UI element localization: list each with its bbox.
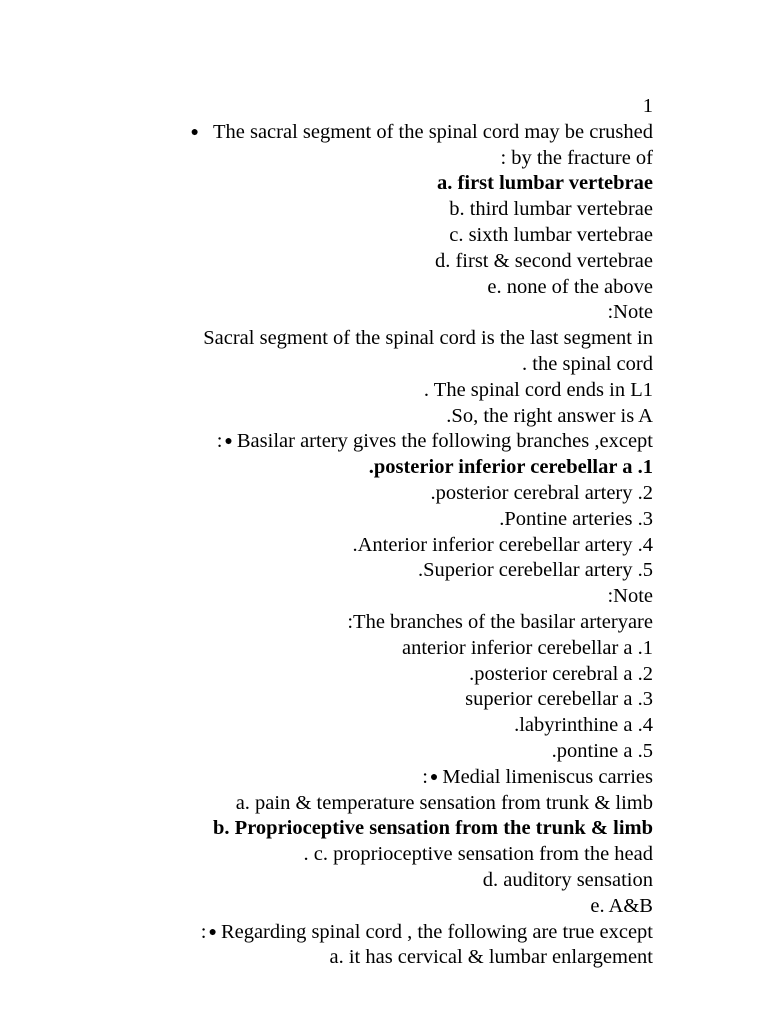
question-2-option-4: .Anterior inferior cerebellar artery .4	[352, 533, 653, 556]
question-1-option-d: d. first & second vertebrae	[434, 249, 653, 272]
question-3-option-e: e. A&B	[590, 894, 653, 917]
question-3-prefix: :	[422, 765, 428, 788]
question-2-stem	[93, 429, 653, 455]
bullet-icon: ●	[190, 124, 199, 140]
bullet-icon: ●	[224, 434, 233, 450]
question-1-stem	[93, 120, 653, 146]
question-2-option-5: .Superior cerebellar artery .5	[417, 559, 653, 582]
question-1-option-e: e. none of the above	[487, 275, 653, 298]
page-number: 1	[642, 95, 653, 117]
question-2-note-line: .posterior cerebral a .2	[469, 662, 653, 685]
question-4-prefix: :	[200, 920, 207, 943]
question-2-note-label: :Note	[607, 585, 653, 608]
bullet-icon: ●	[429, 769, 439, 785]
question-2-option-1-answer: .posterior inferior cerebellar a .1	[368, 456, 653, 479]
question-2-note-line: superior cerebellar a .3	[465, 688, 653, 711]
question-3-option-d: d. auditory sensation	[482, 868, 653, 891]
question-2-note-line: .pontine a .5	[551, 739, 653, 762]
question-3-option-b-answer: b. Proprioceptive sensation from the trunk & limb	[213, 817, 653, 840]
document-body	[93, 94, 653, 971]
question-2-note-line: :The branches of the basilar arteryare	[347, 610, 653, 633]
question-1-note-line: .So, the right answer is A	[446, 404, 653, 427]
question-3-stem	[93, 765, 653, 791]
question-4-option-a: a. it has cervical & lumbar enlargement	[329, 946, 653, 969]
question-1-stem-continued: : by the fracture of	[500, 146, 653, 169]
question-2-stem-text: Basilar artery gives the following branches ,except	[236, 430, 653, 453]
question-1-note-line: . the spinal cord	[522, 352, 653, 375]
question-3-stem-text: Medial limeniscus carries	[442, 765, 653, 788]
question-2-option-3: .Pontine arteries .3	[499, 507, 653, 530]
question-1-option-a-answer: a. first lumbar vertebrae	[437, 172, 653, 195]
question-2-option-2: .posterior cerebral artery .2	[430, 481, 653, 504]
question-4-stem-text: Regarding spinal cord , the following are true except	[220, 920, 653, 943]
question-4-stem	[93, 920, 653, 946]
question-1-note-line: . The spinal cord ends in L1	[423, 378, 653, 401]
question-3-option-a: a. pain & temperature sensation from trunk & limb	[235, 791, 653, 814]
question-1-stem-text: The sacral segment of the spinal cord may be crushed	[212, 120, 653, 143]
question-1-option-c: c. sixth lumbar vertebrae	[449, 223, 653, 246]
question-2-note-line: anterior inferior cerebellar a .1	[402, 636, 653, 659]
question-1-note-label: :Note	[607, 301, 653, 324]
question-3-option-c: . c. proprioceptive sensation from the head	[303, 843, 653, 866]
question-1-note-line: Sacral segment of the spinal cord is the last segment in	[203, 327, 653, 350]
question-2-note-line: .labyrinthine a .4	[514, 714, 653, 737]
question-1-option-b: b. third lumbar vertebrae	[449, 198, 653, 221]
question-2-prefix: :	[216, 430, 223, 453]
bullet-icon: ●	[208, 924, 217, 940]
